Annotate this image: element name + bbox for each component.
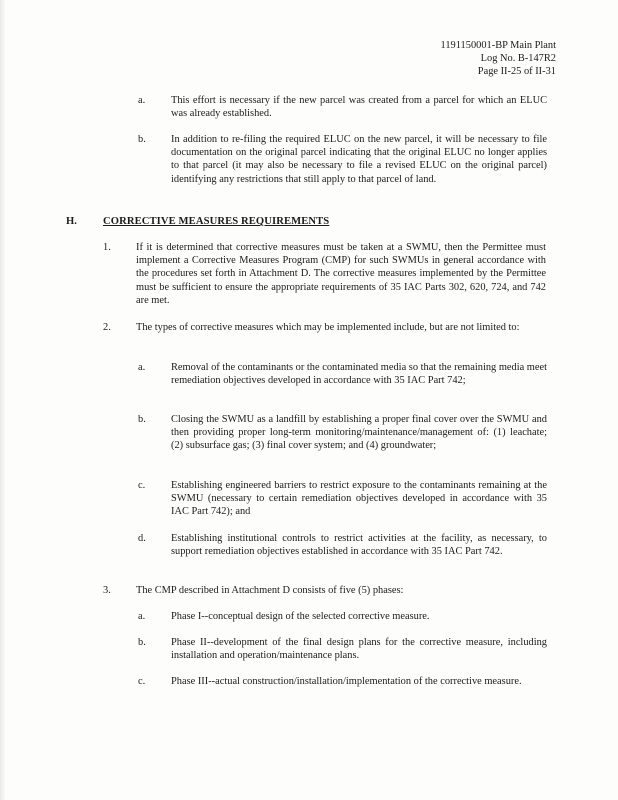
item-2d-text: Establishing institutional controls to restrict activities at the facility, as necessary, to support remediation objectives established in accordance with 35 IAC Part 742. [171,533,547,558]
item-2-text: The types of corrective measures which may be implemented include, but are not limited to: [136,322,520,333]
item-2c-text: Establishing engineered barriers to restrict exposure to the contaminants remaining at the SWMU (necessary to certain remediation objectives developed in accordance with 35 IAC Part 742); and [171,480,547,518]
page-header [336,39,556,78]
top-item-a-letter: a. [138,95,146,106]
scan-edge-shadow [0,0,6,800]
item-1-number: 1. [103,242,111,253]
item-3b-text: Phase II--development of the final design plans for the corrective measure, including installation and operation/maintenance plans. [171,637,547,662]
item-3c-letter: c. [138,676,146,687]
top-item-a-text: This effort is necessary if the new parcel was created from a parcel for which an ELUC was already established. [171,95,547,120]
item-2a-letter: a. [138,362,146,373]
section-title: CORRECTIVE MEASURES REQUIREMENTS [103,216,330,227]
item-2b-text: Closing the SWMU as a landfill by establishing a proper final cover over the SWMU and then providing proper long-term monitoring/maintenance/management of: (1) leachate; (2) subsurface gas; (3) final cover system; and (4) groundwater; [171,414,547,452]
section-number: H. [66,216,77,227]
top-item-b-text: In addition to re-filing the required ELUC on the new parcel, it will be necessary to file documentation on the original parcel indicating that the original ELUC no longer applies to that parcel (it may also be necessary to file a revised ELUC on the original parcel) identifying any restrictions that still apply to that parcel of land. [171,134,547,185]
permit-number: 1191150001-BP Main Plant [440,40,556,51]
item-3c-text: Phase III--actual construction/installation/implementation of the corrective measure. [171,676,522,687]
item-2a-text: Removal of the contaminants or the contaminated media so that the remaining media meet remediation objectives developed in accordance with 35 IAC Part 742; [171,362,547,387]
item-3-number: 3. [103,585,111,596]
item-2b-letter: b. [138,414,146,425]
log-number: Log No. B-147R2 [480,53,556,64]
item-3a-text: Phase I--conceptual design of the selected corrective measure. [171,611,430,622]
page-number: Page II-25 of II-31 [477,66,556,77]
item-2-number: 2. [103,322,111,333]
item-2d-letter: d. [138,533,146,544]
item-1-text: If it is determined that corrective measures must be taken at a SWMU, then the Permittee must implement a Corrective Measures Program (CMP) for such SWMUs in general accordance with the procedures set forth in Attachment D. The corrective measures implemented by the Permittee must be sufficient to ensure the appropriate requirements of 35 IAC Parts 302, 620, 724, and 742 are met. [136,242,546,306]
item-3a-letter: a. [138,611,146,622]
item-3b-letter: b. [138,637,146,648]
top-item-b-letter: b. [138,134,146,145]
item-3-text: The CMP described in Attachment D consists of five (5) phases: [136,585,404,596]
item-2c-letter: c. [138,480,146,491]
